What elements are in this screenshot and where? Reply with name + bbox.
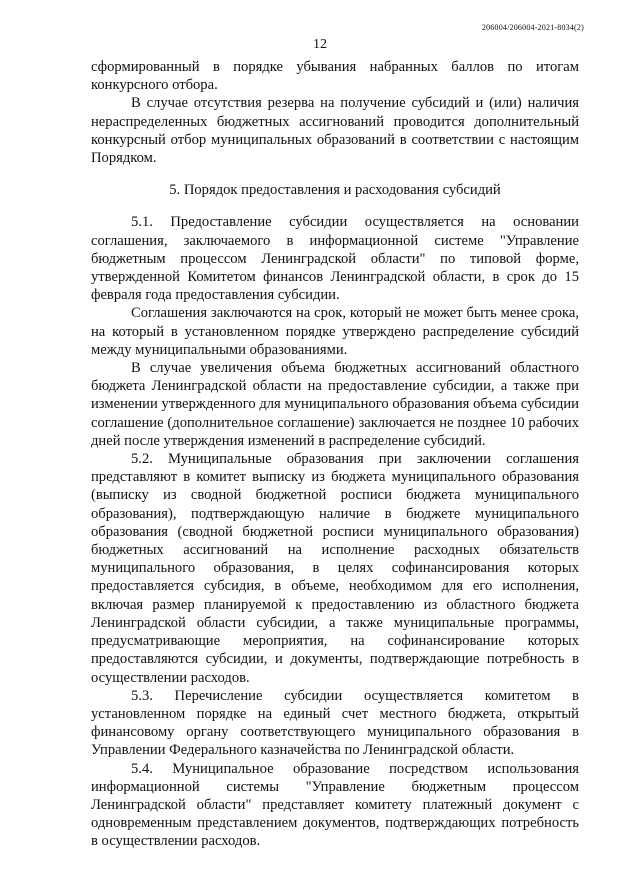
paragraph-5-3: 5.3. Перечисление субсидии осуществляется комитетом в установленном порядке на единый счет местного бюджета, открытый финансовому органу соответствующего муниципального образования в Управлении Федерального казначейства по Ленинградской области. bbox=[91, 687, 579, 759]
document-id: 206004/206004-2021-8034(2) bbox=[481, 23, 584, 32]
document-body bbox=[91, 58, 579, 851]
paragraph-5-4: 5.4. Муниципальное образование посредством использования информационной системы "Управление бюджетным процессом Ленинградской области" представляет комитету платежный документ с одновременным представлением документов, подтверждающих потребность в осуществлении расходов. bbox=[91, 760, 579, 850]
paragraph-agreement-term: Соглашения заключаются на срок, который не может быть менее срока, на который в установленном порядке утверждено распределение субсидий между муниципальными образованиями. bbox=[91, 305, 579, 358]
page-number: 12 bbox=[313, 37, 327, 52]
paragraph-continuation: сформированный в порядке убывания набранных баллов по итогам конкурсного отбора. bbox=[91, 59, 579, 94]
paragraph-reserve: В случае отсутствия резерва на получение субсидий и (или) наличия нераспределенных бюджетных ассигнований проводится дополнительный конкурсный отбор муниципальных образований в соответствии с настоящим Порядком. bbox=[91, 95, 579, 167]
paragraph-5-1: 5.1. Предоставление субсидии осуществляется на основании соглашения, заключаемого в информационной системе "Управление бюджетным процессом Ленинградской области" по типовой форме, утвержденной Комитетом финансов Ленинградской области, в срок до 15 февраля года предоставления субсидии. bbox=[91, 214, 579, 304]
paragraph-budget-increase: В случае увеличения объема бюджетных ассигнований областного бюджета Ленинградской области на предоставление субсидии, а также при изменении утвержденного для муниципального образования объема субсидии соглашение (дополнительное соглашение) заключается не позднее 10 рабочих дней после утверждения изменений в распределение субсидий. bbox=[91, 360, 579, 449]
section-heading: 5. Порядок предоставления и расходования субсидий bbox=[169, 182, 501, 199]
paragraph-5-2: 5.2. Муниципальные образования при заключении соглашения представляют в комитет выписку из бюджета муниципального образования (выписку из сводной бюджетной росписи бюджета муниципального образования), подтверждающую наличие в бюджете муниципального образования (сводной бюджетной росписи муниципального образования) бюджетных ассигнований на исполнение расходных обязательств муниципального образования, в целях софинансирования которых предоставляется субсидия, в объеме, необходимом для его исполнения, включая размер планируемой к предоставлению из областного бюджета Ленинградской области субсидии, а также муниципальные программы, предусматривающие мероприятия, на софинансирование которых предоставляются субсидии, и документы, подтверждающие потребность в осуществлении расходов. bbox=[91, 451, 579, 686]
